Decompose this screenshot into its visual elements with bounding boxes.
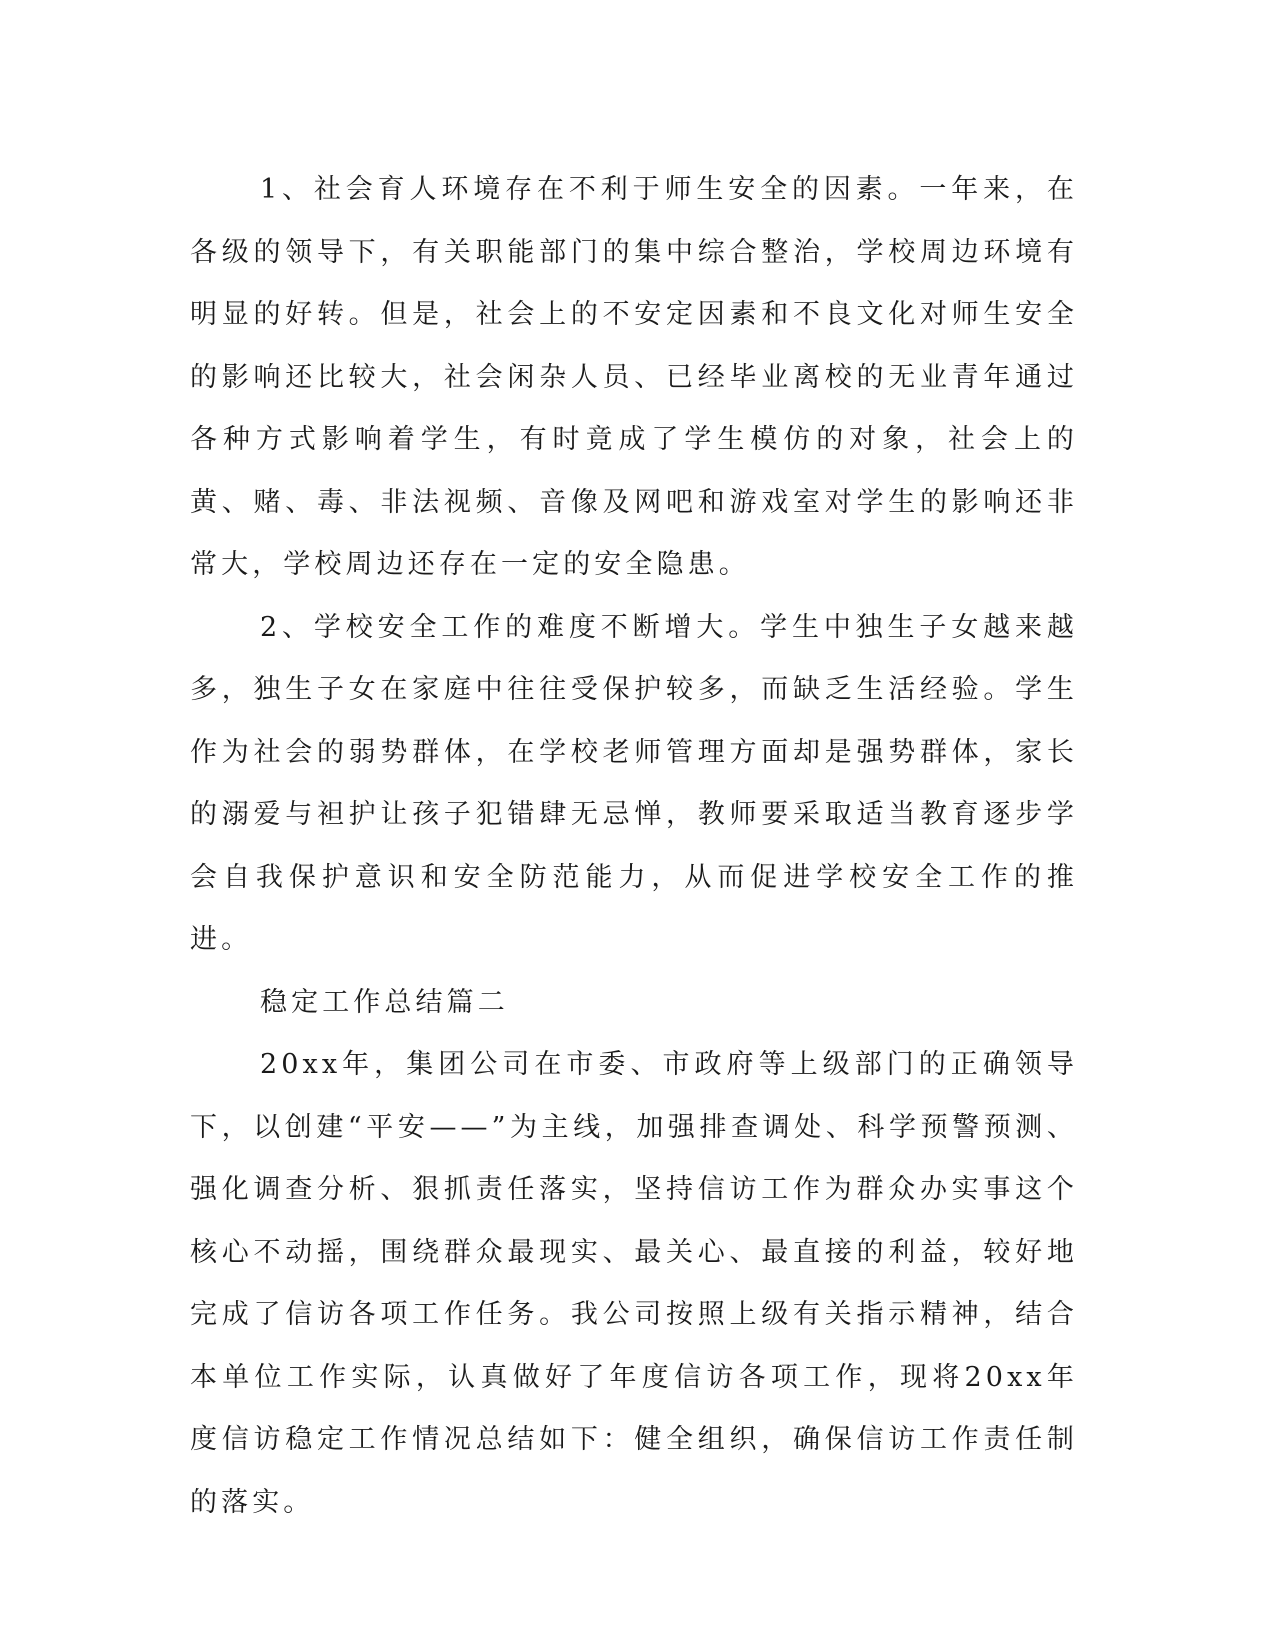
document-body xyxy=(190,159,1078,1534)
paragraph-petition-summary: 20xx年，集团公司在市委、市政府等上级部门的正确领导下，以创建“平安——”为主线，加强排查调处、科学预警预测、强化调查分析、狠抓责任落实，坚持信访工作为群众办实事这个核心不动摇，围绕群众最现实、最关心、最直接的利益，较好地完成了信访各项工作任务。我公司按照上级有关指示精神，结合本单位工作实际，认真做好了年度信访各项工作，现将20xx年度信访稳定工作情况总结如下：健全组织，确保信访工作责任制的落实。 xyxy=(190,1049,1078,1518)
section-heading: 稳定工作总结篇二 xyxy=(260,986,509,1018)
paragraph-social-environment: 1、社会育人环境存在不利于师生安全的因素。一年来，在各级的领导下，有关职能部门的集中综合整治，学校周边环境有明显的好转。但是，社会上的不安定因素和不良文化对师生安全的影响还比较大，社会闲杂人员、已经毕业离校的无业青年通过各种方式影响着学生，有时竟成了学生模仿的对象，社会上的黄、赌、毒、非法视频、音像及网吧和游戏室对学生的影响还非常大，学校周边还存在一定的安全隐患。 xyxy=(190,174,1078,580)
paragraph-safety-difficulty: 2、学校安全工作的难度不断增大。学生中独生子女越来越多，独生子女在家庭中往往受保护较多，而缺乏生活经验。学生作为社会的弱势群体，在学校老师管理方面却是强势群体，家长的溺爱与袒护让孩子犯错肆无忌惮，教师要采取适当教育逐步学会自我保护意识和安全防范能力，从而促进学校安全工作的推进。 xyxy=(190,611,1078,955)
